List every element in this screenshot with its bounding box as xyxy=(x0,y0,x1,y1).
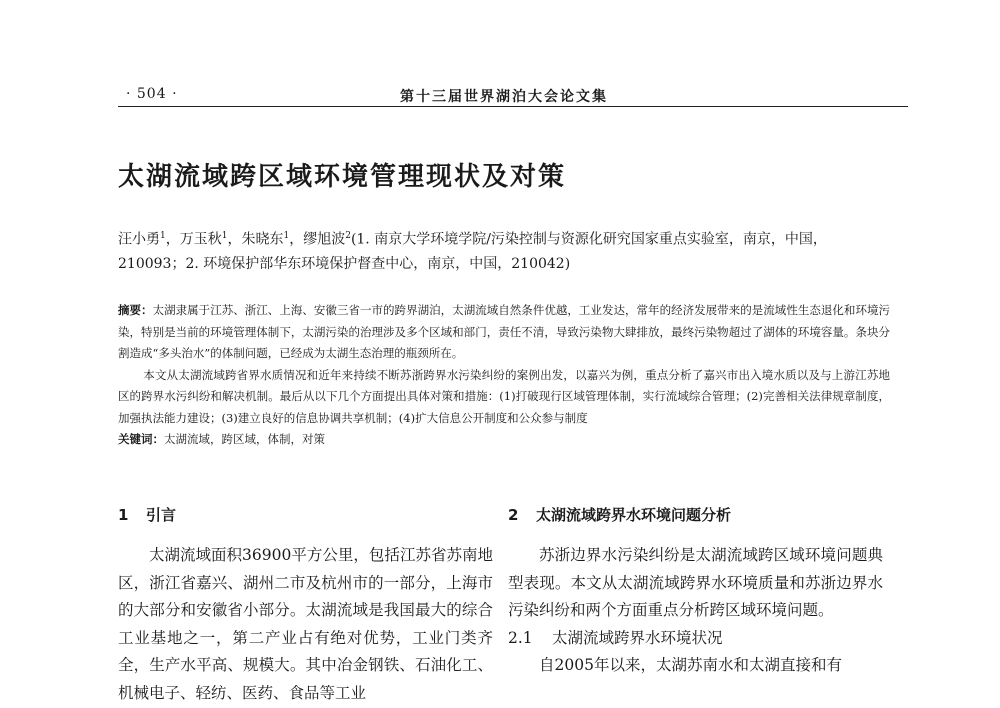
affiliations: (1. 南京大学环境学院/污染控制与资源化研究国家重点实验室，南京，中国，210093；2. 环境保护部华东环境保护督查中心，南京，中国，210042) xyxy=(118,231,827,272)
abstract xyxy=(118,300,890,451)
section-title: 太湖流域跨界水环境问题分析 xyxy=(536,506,732,524)
affiliation-mark: 2 xyxy=(345,231,351,241)
author-separator: ， xyxy=(227,231,242,248)
author-name: 万玉秋 xyxy=(179,231,222,248)
running-header: 第十三届世界湖泊大会论文集 xyxy=(400,89,608,105)
subsection-title: 太湖流域跨界水环境状况 xyxy=(552,628,723,647)
page-number: · 504 · xyxy=(126,86,178,102)
subsection-heading xyxy=(508,625,883,653)
affiliation-mark: 1 xyxy=(283,231,290,241)
author-name: 汪小勇 xyxy=(118,231,160,248)
author-line xyxy=(118,224,888,276)
header-rule xyxy=(118,106,908,107)
author-name: 朱晓东 xyxy=(241,231,284,248)
section-number: 1 xyxy=(118,506,129,524)
affiliation-mark: 1 xyxy=(160,231,166,241)
keywords-label: 关键词： xyxy=(118,432,164,446)
subsection-number: 2.1 xyxy=(508,628,533,647)
section-title: 引言 xyxy=(146,506,177,524)
abstract-label: 摘要： xyxy=(118,303,153,317)
section-heading xyxy=(118,504,493,526)
abstract-paragraph: 本文从太湖流域跨省界水质情况和近年来持续不断苏浙跨界水污染纠纷的案例出发，以嘉兴为例，重点分析了嘉兴市出入境水质以及与上游江苏地区的跨界水污纠纷和解决机制。最后从以下几个方面提出具体对策和措施：(1)打破现行区域管理体制，实行流域综合管理；(2)完善相关法律规章制度，加强执法能力建设；(3)建立良好的信息协调共享机制；(4)扩大信息公开制度和公众参与制度 xyxy=(118,367,890,425)
keywords xyxy=(118,429,890,451)
left-column xyxy=(118,504,493,708)
body-paragraph: 自2005年以来，太湖苏南水和太湖直接和有 xyxy=(539,656,842,675)
section-number: 2 xyxy=(508,506,519,524)
keywords-text: 太湖流域，跨区域，体制，对策 xyxy=(164,432,325,446)
paper-title: 太湖流域跨区域环境管理现状及对策 xyxy=(118,162,567,192)
right-column xyxy=(508,504,883,680)
section-heading xyxy=(508,504,883,526)
affiliation-mark: 1 xyxy=(221,231,228,241)
abstract-text: 太湖隶属于江苏、浙江、上海、安徽三省一市的跨界湖泊，太湖流域自然条件优越，工业发达，常年的经济发展带来的是流域性生态退化和环境污染，特别是当前的环境管理体制下，太湖污染的治理涉及多个区域和部门，责任不清，导致污染物大肆排放，最终污染物超过了湖体的环境容量。条块分割造成“多头治水”的体制问题，已经成为太湖生态治理的瓶颈所在。 xyxy=(118,303,891,360)
abstract-paragraph xyxy=(118,300,890,365)
author-separator: ， xyxy=(165,231,180,248)
author-name: 缪旭波 xyxy=(303,231,346,248)
body-paragraph: 太湖流域面积36900平方公里，包括江苏省苏南地区，浙江省嘉兴、湖州二市及杭州市的一部分，上海市的大部分和安徽省小部分。太湖流域是我国最大的综合工业基地之一，第二产业占有绝对优势，工业门类齐全，生产水平高、规模大。其中冶金钢铁、石油化工、机械电子、轻纺、医药、食品等工业 xyxy=(118,546,493,702)
body-paragraph: 苏浙边界水污染纠纷是太湖流域跨区域环境问题典型表现。本文从太湖流域跨界水环境质量和苏浙边界水污染纠纷和两个方面重点分析跨区域环境问题。 xyxy=(508,546,883,620)
author-separator: ， xyxy=(289,231,304,248)
